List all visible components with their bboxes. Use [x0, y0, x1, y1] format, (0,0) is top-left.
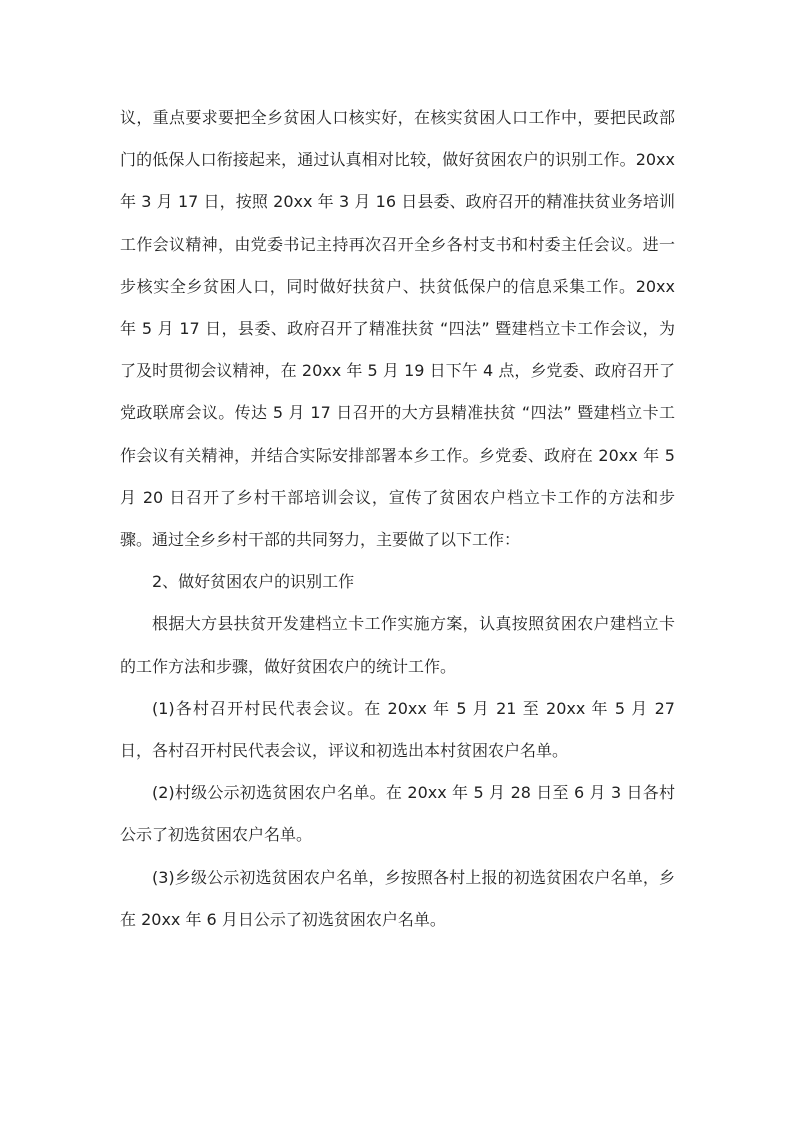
list-item-2: (2)村级公示初选贫困农户名单。在 20xx 年 5 月 28 日至 6 月 3 日各村公示了初选贫困农户名单。	[120, 783, 675, 845]
paragraph-intro: 根据大方县扶贫开发建档立卡工作实施方案，认真按照贫困农户建档立卡的工作方法和步骤，做好贫困农户的统计工作。	[120, 614, 675, 676]
paragraph-continuation: 议，重点要求要把全乡贫困人口核实好，在核实贫困人口工作中，要把民政部门的低保人口衔接起来，通过认真相对比较，做好贫困农户的识别工作。20xx 年 3 月 17 日，按照 20xx 年 3 月 16 日县委、政府召开的精准扶贫业务培训工作会议精神，由党委书记主持再次召开全乡各村支书和村委主任会议。进一步核实全乡贫困人口，同时做好扶贫户、扶贫低保户的信息采集工作。20xx 年 5 月 17 日，县委、政府召开了精准扶贫 “四法” 暨建档立卡工作会议，为了及时贯彻会议精神，在 20xx 年 5 月 19 日下午 4 点，乡党委、政府召开了党政联席会议。传达 5 月 17 日召开的大方县精准扶贫 “四法” 暨建档立卡工作会议有关精神，并结合实际安排部署本乡工作。乡党委、政府在 20xx 年 5 月 20 日召开了乡村干部培训会议，宣传了贫困农户档立卡工作的方法和步骤。通过全乡乡村干部的共同努力，主要做了以下工作：	[120, 108, 675, 550]
document-body	[120, 97, 675, 941]
list-item-1: (1)各村召开村民代表会议。在 20xx 年 5 月 21 至 20xx 年 5 月 27 日，各村召开村民代表会议，评议和初选出本村贫困农户名单。	[120, 698, 675, 761]
list-item-3: (3)乡级公示初选贫困农户名单，乡按照各村上报的初选贫困农户名单，乡在 20xx 年 6 月日公示了初选贫困农户名单。	[120, 867, 675, 929]
section-heading: 2、做好贫困农户的识别工作	[152, 572, 355, 592]
